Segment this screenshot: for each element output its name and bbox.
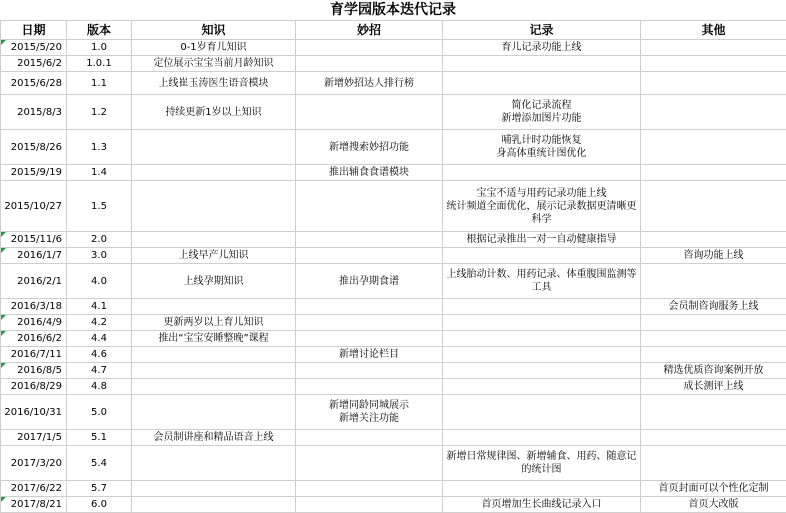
knowledge-cell[interactable] bbox=[132, 481, 296, 497]
records-cell[interactable] bbox=[443, 395, 641, 430]
cell-text: 推出孕期食谱 bbox=[298, 275, 440, 288]
records-cell[interactable] bbox=[443, 56, 641, 72]
records-cell[interactable] bbox=[443, 165, 641, 181]
date-cell[interactable]: 2017/3/20 bbox=[1, 446, 67, 481]
table-row bbox=[1, 430, 786, 446]
cell-text: 新增关注功能 bbox=[298, 412, 440, 425]
version-cell[interactable]: 5.7 bbox=[67, 481, 132, 497]
date-cell[interactable]: 2015/8/26 bbox=[1, 130, 67, 165]
knowledge-cell[interactable] bbox=[132, 40, 296, 56]
header-row bbox=[1, 21, 786, 40]
other-cell[interactable] bbox=[641, 248, 786, 264]
cell-text: 简化记录流程 bbox=[445, 99, 638, 112]
date-cell[interactable]: 2015/9/19 bbox=[1, 165, 67, 181]
knowledge-cell[interactable] bbox=[132, 248, 296, 264]
knowledge-cell[interactable] bbox=[132, 497, 296, 513]
records-cell[interactable] bbox=[443, 379, 641, 395]
version-cell[interactable]: 1.3 bbox=[67, 130, 132, 165]
cell-text: 新增讨论栏目 bbox=[298, 348, 440, 361]
cell-text: 成长测评上线 bbox=[643, 380, 784, 393]
tricks-cell[interactable] bbox=[296, 395, 443, 430]
version-cell[interactable]: 5.4 bbox=[67, 446, 132, 481]
records-cell[interactable] bbox=[443, 446, 641, 481]
table-row bbox=[1, 379, 786, 395]
cell-text: 上线胎动计数、用药记录、体重腹围监测等工具 bbox=[445, 268, 638, 294]
table-row bbox=[1, 56, 786, 72]
cell-text: 新增搜索妙招功能 bbox=[298, 141, 440, 154]
tricks-cell[interactable] bbox=[296, 299, 443, 315]
tricks-cell[interactable] bbox=[296, 72, 443, 95]
table-row bbox=[1, 232, 786, 248]
other-cell[interactable] bbox=[641, 165, 786, 181]
other-cell[interactable] bbox=[641, 379, 786, 395]
version-cell[interactable]: 2.0 bbox=[67, 232, 132, 248]
tricks-cell[interactable] bbox=[296, 95, 443, 130]
records-cell[interactable] bbox=[443, 430, 641, 446]
table-row bbox=[1, 130, 786, 165]
version-cell[interactable]: 1.1 bbox=[67, 72, 132, 95]
cell-text: 上线孕期知识 bbox=[134, 275, 293, 288]
other-cell[interactable] bbox=[641, 395, 786, 430]
tricks-cell[interactable] bbox=[296, 430, 443, 446]
version-cell[interactable]: 4.6 bbox=[67, 347, 132, 363]
tricks-cell[interactable] bbox=[296, 181, 443, 232]
version-cell[interactable]: 3.0 bbox=[67, 248, 132, 264]
knowledge-cell[interactable] bbox=[132, 395, 296, 430]
records-cell[interactable] bbox=[443, 481, 641, 497]
tricks-cell[interactable] bbox=[296, 331, 443, 347]
tricks-cell[interactable] bbox=[296, 497, 443, 513]
tricks-cell[interactable] bbox=[296, 315, 443, 331]
knowledge-cell[interactable] bbox=[132, 446, 296, 481]
cell-text: 宝宝不适与用药记录功能上线 bbox=[445, 187, 638, 200]
date-cell[interactable]: 2016/6/2 bbox=[1, 331, 67, 347]
date-cell[interactable]: 2016/10/31 bbox=[1, 395, 67, 430]
cell-text: 定位展示宝宝当前月龄知识 bbox=[134, 57, 293, 70]
version-cell[interactable]: 4.4 bbox=[67, 331, 132, 347]
cell-text: 上线崔玉涛医生语音模块 bbox=[134, 77, 293, 90]
tricks-cell[interactable] bbox=[296, 165, 443, 181]
records-cell[interactable] bbox=[443, 181, 641, 232]
records-cell[interactable] bbox=[443, 497, 641, 513]
records-cell[interactable] bbox=[443, 232, 641, 248]
knowledge-cell[interactable] bbox=[132, 72, 296, 95]
header-records[interactable]: 记录 bbox=[443, 21, 641, 40]
knowledge-cell[interactable] bbox=[132, 299, 296, 315]
version-cell[interactable]: 5.0 bbox=[67, 395, 132, 430]
table-row bbox=[1, 72, 786, 95]
table-row bbox=[1, 165, 786, 181]
version-cell[interactable]: 4.1 bbox=[67, 299, 132, 315]
table-row bbox=[1, 395, 786, 430]
table-row bbox=[1, 40, 786, 56]
version-cell[interactable]: 5.1 bbox=[67, 430, 132, 446]
header-date[interactable]: 日期 bbox=[1, 21, 67, 40]
other-cell[interactable] bbox=[641, 331, 786, 347]
date-cell[interactable]: 2016/4/9 bbox=[1, 315, 67, 331]
tricks-cell[interactable] bbox=[296, 363, 443, 379]
date-cell[interactable]: 2017/1/5 bbox=[1, 430, 67, 446]
records-cell[interactable] bbox=[443, 130, 641, 165]
other-cell[interactable] bbox=[641, 130, 786, 165]
date-cell[interactable]: 2016/3/18 bbox=[1, 299, 67, 315]
version-cell[interactable]: 1.2 bbox=[67, 95, 132, 130]
tricks-cell[interactable] bbox=[296, 232, 443, 248]
other-cell[interactable] bbox=[641, 497, 786, 513]
cell-text: 0-1岁育儿知识 bbox=[134, 41, 293, 54]
cell-text: 持续更新1岁以上知识 bbox=[134, 106, 293, 119]
knowledge-cell[interactable] bbox=[132, 232, 296, 248]
cell-text: 推出辅食食谱模块 bbox=[298, 166, 440, 179]
version-cell[interactable]: 4.2 bbox=[67, 315, 132, 331]
tricks-cell[interactable] bbox=[296, 379, 443, 395]
version-cell[interactable]: 1.0.1 bbox=[67, 56, 132, 72]
date-cell[interactable]: 2016/7/11 bbox=[1, 347, 67, 363]
table-row bbox=[1, 181, 786, 232]
sheet-title: 育学园版本迭代记录 bbox=[0, 0, 786, 20]
other-cell[interactable] bbox=[641, 95, 786, 130]
cell-text: 首页增加生长曲线记录入口 bbox=[445, 498, 638, 511]
records-cell[interactable] bbox=[443, 363, 641, 379]
tricks-cell[interactable] bbox=[296, 56, 443, 72]
date-cell[interactable]: 2016/2/1 bbox=[1, 264, 67, 299]
records-cell[interactable] bbox=[443, 248, 641, 264]
version-cell[interactable]: 4.0 bbox=[67, 264, 132, 299]
date-cell[interactable]: 2015/6/28 bbox=[1, 72, 67, 95]
other-cell[interactable] bbox=[641, 363, 786, 379]
table-row bbox=[1, 363, 786, 379]
table-row bbox=[1, 248, 786, 264]
date-cell[interactable]: 2017/8/21 bbox=[1, 497, 67, 513]
table-row bbox=[1, 497, 786, 513]
date-cell[interactable]: 2017/6/22 bbox=[1, 481, 67, 497]
cell-text: 精选优质咨询案例开放 bbox=[643, 364, 784, 377]
other-cell[interactable] bbox=[641, 56, 786, 72]
table-row bbox=[1, 347, 786, 363]
knowledge-cell[interactable] bbox=[132, 315, 296, 331]
cell-text: 会员制讲座和精品语音上线 bbox=[134, 431, 293, 444]
date-cell[interactable]: 2015/11/6 bbox=[1, 232, 67, 248]
cell-text: 首页大改版 bbox=[643, 498, 784, 511]
header-version[interactable]: 版本 bbox=[67, 21, 132, 40]
records-cell[interactable] bbox=[443, 95, 641, 130]
cell-text: 身高体重统计图优化 bbox=[445, 147, 638, 160]
records-cell[interactable] bbox=[443, 40, 641, 56]
cell-text: 更新两岁以上育儿知识 bbox=[134, 316, 293, 329]
tricks-cell[interactable] bbox=[296, 40, 443, 56]
knowledge-cell[interactable] bbox=[132, 264, 296, 299]
date-cell[interactable]: 2015/8/3 bbox=[1, 95, 67, 130]
table-row bbox=[1, 315, 786, 331]
table-body bbox=[1, 40, 786, 513]
date-cell[interactable]: 2016/1/7 bbox=[1, 248, 67, 264]
cell-text: 首页封面可以个性化定制 bbox=[643, 482, 784, 495]
other-cell[interactable] bbox=[641, 430, 786, 446]
records-cell[interactable] bbox=[443, 299, 641, 315]
records-cell[interactable] bbox=[443, 347, 641, 363]
date-cell[interactable]: 2015/6/2 bbox=[1, 56, 67, 72]
cell-text: 新增添加图片功能 bbox=[445, 112, 638, 125]
knowledge-cell[interactable] bbox=[132, 379, 296, 395]
cell-text: 上线早产儿知识 bbox=[134, 249, 293, 262]
table-row bbox=[1, 299, 786, 315]
other-cell[interactable] bbox=[641, 40, 786, 56]
knowledge-cell[interactable] bbox=[132, 165, 296, 181]
cell-text: 新增妙招达人排行榜 bbox=[298, 77, 440, 90]
cell-text: 新增同龄同城展示 bbox=[298, 399, 440, 412]
table-row bbox=[1, 446, 786, 481]
cell-text: 育儿记录功能上线 bbox=[445, 41, 638, 54]
version-cell[interactable]: 4.7 bbox=[67, 363, 132, 379]
records-cell[interactable] bbox=[443, 315, 641, 331]
other-cell[interactable] bbox=[641, 299, 786, 315]
other-cell[interactable] bbox=[641, 446, 786, 481]
records-cell[interactable] bbox=[443, 264, 641, 299]
table-row bbox=[1, 264, 786, 299]
other-cell[interactable] bbox=[641, 264, 786, 299]
tricks-cell[interactable] bbox=[296, 446, 443, 481]
cell-text: 新增日常规律图、新增辅食、用药、随意记的统计图 bbox=[445, 450, 638, 476]
knowledge-cell[interactable] bbox=[132, 430, 296, 446]
tricks-cell[interactable] bbox=[296, 264, 443, 299]
version-table bbox=[0, 20, 786, 513]
cell-text: 会员制咨询服务上线 bbox=[643, 300, 784, 313]
knowledge-cell[interactable] bbox=[132, 130, 296, 165]
knowledge-cell[interactable] bbox=[132, 181, 296, 232]
knowledge-cell[interactable] bbox=[132, 347, 296, 363]
cell-text: 咨询功能上线 bbox=[643, 249, 784, 262]
table-row bbox=[1, 331, 786, 347]
knowledge-cell[interactable] bbox=[132, 56, 296, 72]
other-cell[interactable] bbox=[641, 72, 786, 95]
other-cell[interactable] bbox=[641, 481, 786, 497]
header-tricks[interactable]: 妙招 bbox=[296, 21, 443, 40]
header-other[interactable]: 其他 bbox=[641, 21, 786, 40]
version-cell[interactable]: 4.8 bbox=[67, 379, 132, 395]
tricks-cell[interactable] bbox=[296, 481, 443, 497]
records-cell[interactable] bbox=[443, 331, 641, 347]
date-cell[interactable]: 2016/8/5 bbox=[1, 363, 67, 379]
other-cell[interactable] bbox=[641, 181, 786, 232]
table-row bbox=[1, 95, 786, 130]
other-cell[interactable] bbox=[641, 232, 786, 248]
version-cell[interactable]: 6.0 bbox=[67, 497, 132, 513]
tricks-cell[interactable] bbox=[296, 248, 443, 264]
tricks-cell[interactable] bbox=[296, 130, 443, 165]
knowledge-cell[interactable] bbox=[132, 331, 296, 347]
version-cell[interactable]: 1.4 bbox=[67, 165, 132, 181]
tricks-cell[interactable] bbox=[296, 347, 443, 363]
knowledge-cell[interactable] bbox=[132, 95, 296, 130]
version-cell[interactable]: 1.0 bbox=[67, 40, 132, 56]
other-cell[interactable] bbox=[641, 315, 786, 331]
cell-text: 推出“宝宝安睡整晚”课程 bbox=[134, 332, 293, 345]
cell-text: 统计频道全面优化，展示记录数据更清晰更科学 bbox=[445, 200, 638, 226]
records-cell[interactable] bbox=[443, 72, 641, 95]
header-knowledge[interactable]: 知识 bbox=[132, 21, 296, 40]
cell-text: 哺乳计时功能恢复 bbox=[445, 134, 638, 147]
date-cell[interactable]: 2015/5/20 bbox=[1, 40, 67, 56]
date-cell[interactable]: 2016/8/29 bbox=[1, 379, 67, 395]
other-cell[interactable] bbox=[641, 347, 786, 363]
cell-text: 根据记录推出一对一自动健康指导 bbox=[445, 233, 638, 246]
knowledge-cell[interactable] bbox=[132, 363, 296, 379]
version-cell[interactable]: 1.5 bbox=[67, 181, 132, 232]
table-row bbox=[1, 481, 786, 497]
date-cell[interactable]: 2015/10/27 bbox=[1, 181, 67, 232]
